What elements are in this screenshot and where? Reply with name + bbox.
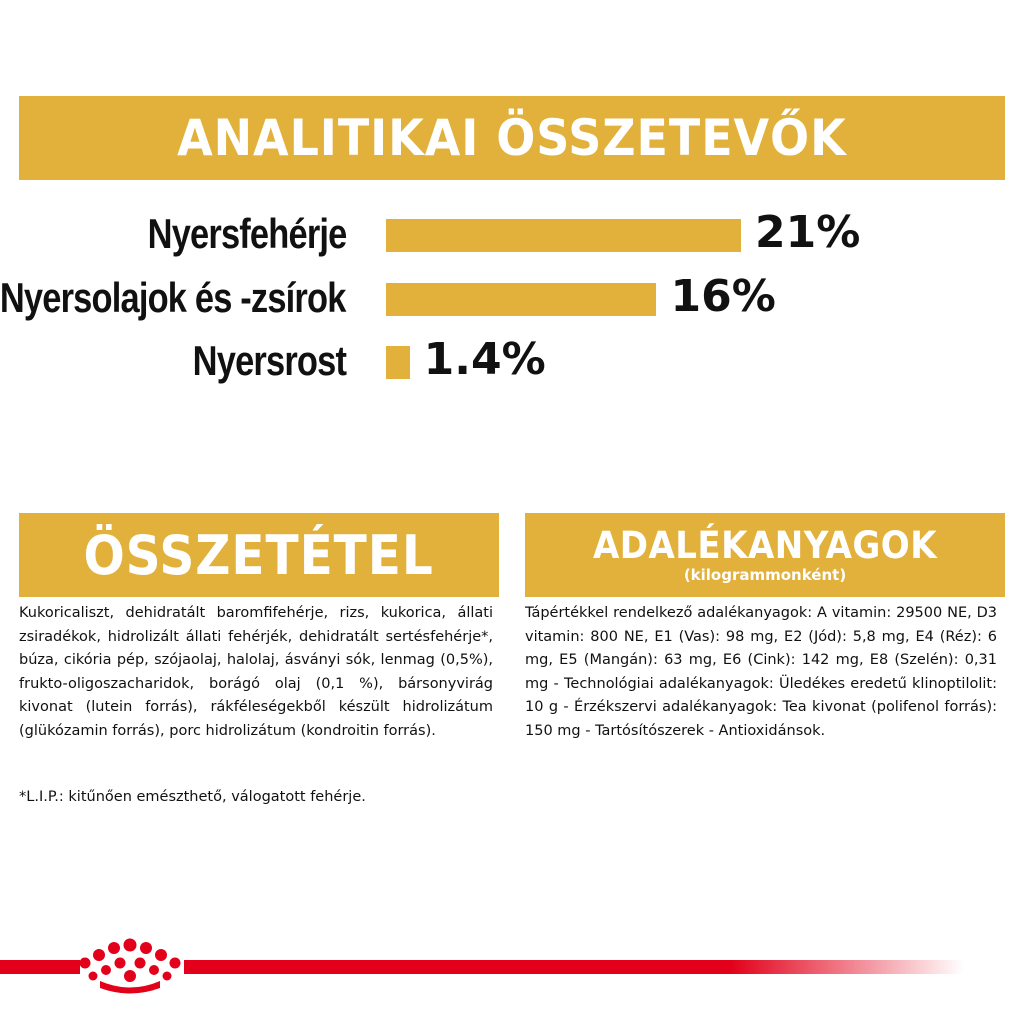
bar-category-label: Nyersfehérje [147, 210, 346, 257]
additives-banner [525, 513, 1005, 597]
composition-title: ÖSSZETÉTEL [83, 523, 435, 587]
analytics-title: ANALITIKAI ÖSSZETEVŐK [177, 109, 847, 167]
footer-red-line-left [0, 960, 80, 974]
chart-row [0, 333, 1024, 389]
additives-title: ADALÉKANYAGOK [592, 524, 938, 567]
analytics-banner [19, 96, 1005, 180]
bar-category-label: Nyersrost [192, 337, 346, 384]
composition-note: *L.I.P.: kitűnően emészthető, válogatott fehérje. [19, 789, 366, 805]
bar [386, 346, 410, 379]
bar [386, 283, 656, 316]
additives-subtitle: (kilogrammonként) [683, 566, 847, 584]
additives-text: Tápértékkel rendelkező adalékanyagok: A vitamin: 29500 NE, D3 vitamin: 800 NE, E1 (Vas): 98 mg, E2 (Jód): 5,8 mg, E4 (Réz): 6 mg, E5 (Mangán): 63 mg, E6 (Cink): 142 mg, E8 (Szelén): 0,31 mg - Technológiai adalékanyagok: Üledékes eredetű klinoptilolit: 10 g - Érzékszervi adalékanyagok: Tea kivonat (polifenol forrás): 150 mg - Tartósítószerek - Antioxidánsok. [525, 605, 997, 739]
chart-row [0, 206, 1024, 262]
composition-banner [19, 513, 499, 597]
bar [386, 219, 741, 252]
composition-text: Kukoricaliszt, dehidratált baromfifehérje, rizs, kukorica, állati zsiradékok, hidrolizált állati fehérjék, dehidratált sertésfehérje*, búza, cikória pép, szójaolaj, halolaj, ásványi sók, lenmag (0,5%), frukto-oligoszacharidok, borágó olaj (0,1 %), bársonyvirág kivonat (lutein forrás), rákféleségekből készült hidrolizátum (glükózamin forrás), porc hidrolizátum (kondroitin forrás). [19, 605, 493, 739]
bar-category-label: Nyersolajok és -zsírok [0, 274, 346, 321]
bar-value-label: 1.4% [423, 334, 546, 385]
crown-logo-icon [74, 936, 186, 996]
footer-red-line-right [184, 960, 964, 974]
bar-value-label: 21% [755, 207, 861, 258]
chart-row [0, 270, 1024, 326]
bar-value-label: 16% [670, 271, 776, 322]
